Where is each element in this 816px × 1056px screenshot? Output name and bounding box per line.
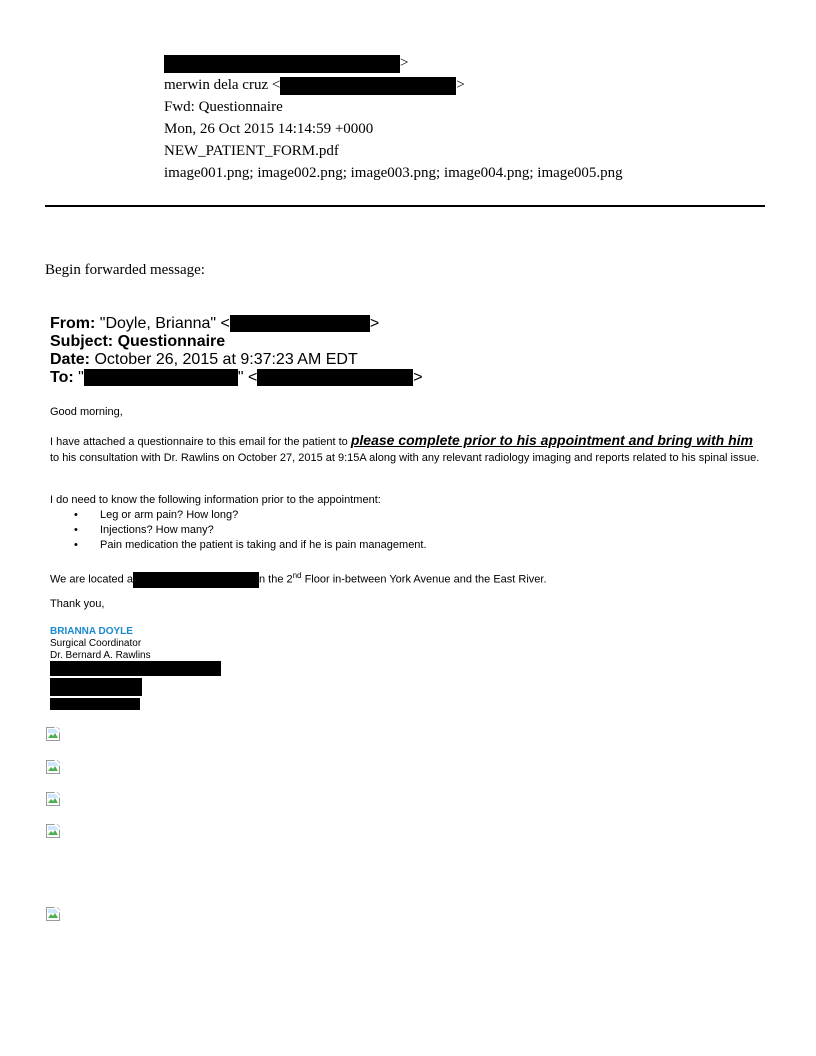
paragraph-start: I have attached a questionnaire to this email for the patient to <box>50 436 351 448</box>
forward-date-value: October 26, 2015 at 9:37:23 AM EDT <box>94 351 358 368</box>
redaction-bar <box>164 55 400 73</box>
header-divider <box>45 205 765 207</box>
closing: Thank you, <box>50 598 105 610</box>
forward-from-line <box>50 315 379 333</box>
forward-from-label: From: <box>50 315 96 332</box>
from-suffix: > <box>400 55 409 71</box>
paragraph-location: We are located a n the 2nd Floor in-between York Avenue and the East River. <box>50 568 760 588</box>
forward-to-line <box>50 369 423 387</box>
to-value: merwin dela cruz < <box>164 77 281 93</box>
redaction-bar <box>50 678 142 696</box>
broken-image-icon <box>45 791 61 807</box>
redaction-bar <box>230 315 370 332</box>
greeting: Good morning, <box>50 406 123 418</box>
redaction-bar <box>133 572 259 588</box>
paragraph-questionnaire <box>50 432 760 466</box>
inline-images-value: image001.png; image002.png; image003.png; image004.png; image005.png <box>164 165 623 181</box>
subject-value: Fwd: Questionnaire <box>164 99 283 115</box>
redaction-bar <box>50 661 221 676</box>
forward-subject-label: Subject: <box>50 333 114 350</box>
paragraph-info-needed: I do need to know the following information prior to the appointment: <box>50 494 381 506</box>
forward-to-mid: " < <box>237 369 258 386</box>
bullet: • <box>74 524 78 536</box>
forward-date-line <box>50 351 358 369</box>
redaction-bar <box>84 369 238 386</box>
signature-title: Surgical Coordinator <box>50 638 142 649</box>
forward-date-label: Date: <box>50 351 91 368</box>
date-value: Mon, 26 Oct 2015 14:14:59 +0000 <box>164 121 374 137</box>
forwarded-intro: Begin forwarded message: <box>45 262 205 278</box>
attachment-link[interactable]: NEW_PATIENT_FORM.pdf <box>164 143 339 159</box>
forward-to-label: To: <box>50 369 74 386</box>
signature-doctor: Dr. Bernard A. Rawlins <box>50 650 151 661</box>
broken-image-icon <box>45 823 61 839</box>
forward-subject-line <box>50 333 225 351</box>
forward-from-value: "Doyle, Brianna" < <box>99 315 230 332</box>
redaction-bar <box>257 369 413 386</box>
bullet: • <box>74 539 78 551</box>
broken-image-icon <box>45 759 61 775</box>
redaction-bar <box>50 698 140 710</box>
bullet: • <box>74 509 78 521</box>
forward-subject-value: Questionnaire <box>117 333 226 350</box>
broken-image-icon <box>45 726 61 742</box>
broken-image-icon <box>45 906 61 922</box>
signature-name: BRIANNA DOYLE <box>50 626 133 637</box>
to-suffix: > <box>456 77 465 93</box>
forward-to-suffix: > <box>413 369 423 386</box>
emphasis-text: please complete prior to his appointment and bring with him <box>350 432 754 448</box>
forward-to-open-quote: " <box>78 369 84 386</box>
forward-from-suffix: > <box>369 315 380 332</box>
paragraph-end: to his consultation with Dr. Rawlins on October 27, 2015 at 9:15A along with any relevant radiology imaging and reports related to his spinal issue. <box>50 452 760 464</box>
redaction-bar <box>280 77 456 95</box>
